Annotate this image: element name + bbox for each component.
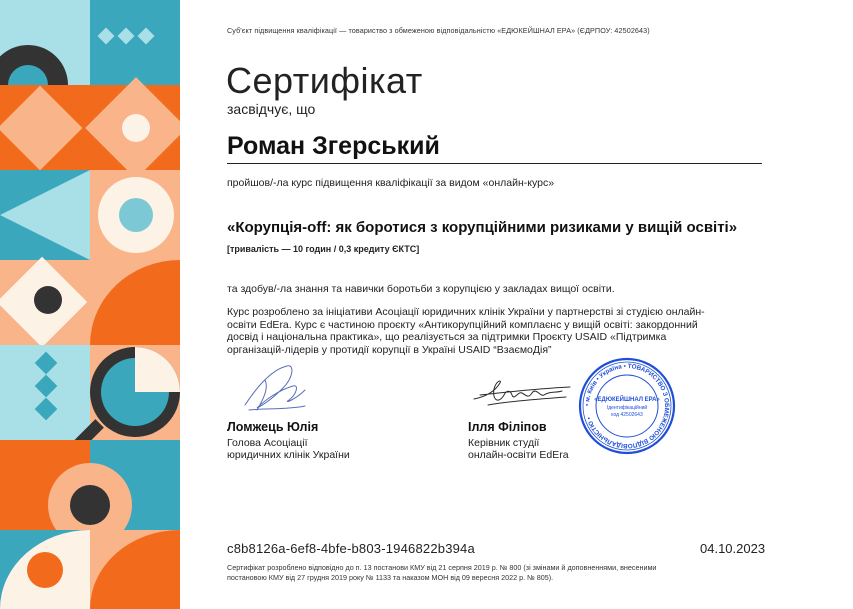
legal-footnote	[227, 563, 767, 582]
legal-line: постановою КМУ від 27 грудня 2019 року № 1133 та наказом МОН від 09 вересня 2022 р. № 805).	[227, 572, 554, 582]
role-line: онлайн-освіти EdEra	[468, 449, 569, 461]
signatory-2-name: Ілля Філіпов	[468, 420, 547, 434]
description-line: організацій-лідерів у протидії корупції в Україні USAID “ВзаємоДія”	[227, 343, 552, 356]
certificate-title: Сертифікат	[226, 60, 423, 101]
recipient-name: Роман Згерський	[227, 132, 440, 160]
issuer-line: Суб'єкт підвищення кваліфікації — товариство з обмеженою відповідальністю «ЕДЮКЕЙШНАЛ ЕРА» (ЄДРПОУ: 42502643)	[227, 26, 650, 35]
signature-lomzhets	[235, 360, 315, 418]
stamp-center-line: Ідентифікаційний	[606, 405, 648, 411]
signature-filipov	[470, 375, 575, 411]
description-line: освіти EdEra. Курс є частиною проєкту «Антикорупційний комплаєнс у вищій освіті: закордонний	[227, 318, 698, 331]
certificate-id: c8b8126a-6ef8-4bfe-b803-1946822b394a	[227, 541, 475, 556]
certifies-text: засвідчує, що	[227, 101, 316, 117]
stamp-center-line: код 42502643	[611, 412, 643, 418]
name-underline	[227, 163, 762, 164]
official-stamp	[578, 357, 676, 455]
course-duration: [тривалість — 10 годин / 0,3 кредиту ЄКТС]	[227, 244, 420, 254]
description-line: досвід і національна практика», що реалізується за підтримки Проєкту USAID «Підтримка	[227, 331, 667, 343]
role-line: юридичних клінік України	[227, 449, 350, 461]
legal-line: Сертифікат розроблено відповідно до п. 13 постанови КМУ від 21 серпня 2019 р. № 800 (зі змінами й доповненнями, внесеними	[227, 563, 657, 572]
role-line: Керівник студії	[468, 437, 540, 449]
signatory-1-role	[227, 437, 397, 461]
skills-line: та здобув/-ла знання та навички боротьби з корупцією у закладах вищої освіти.	[227, 283, 615, 295]
description-line: Курс розроблено за ініціативи Асоціації юридичних клінік України у партнерстві зі студією онлайн-	[227, 306, 705, 318]
issue-date: 04.10.2023	[700, 541, 766, 556]
role-line: Голова Асоціації	[227, 437, 308, 449]
signatory-1-name: Ломжець Юлія	[227, 420, 319, 434]
passed-course-line: пройшов/-ла курс підвищення кваліфікації за видом «онлайн-курс»	[227, 177, 555, 189]
course-description	[227, 306, 772, 356]
course-title: «Корупція-off: як боротися з корупційними ризиками у вищій освіті»	[227, 219, 738, 236]
stamp-ring-text: • м. Київ • Україна • ТОВАРИСТВО З ОБМЕЖЕНОЮ ВІДПОВІДАЛЬНІСТЮ •	[583, 362, 671, 450]
stamp-center-line: «ЕДЮКЕЙШНАЛ ЕРА»	[594, 397, 660, 403]
